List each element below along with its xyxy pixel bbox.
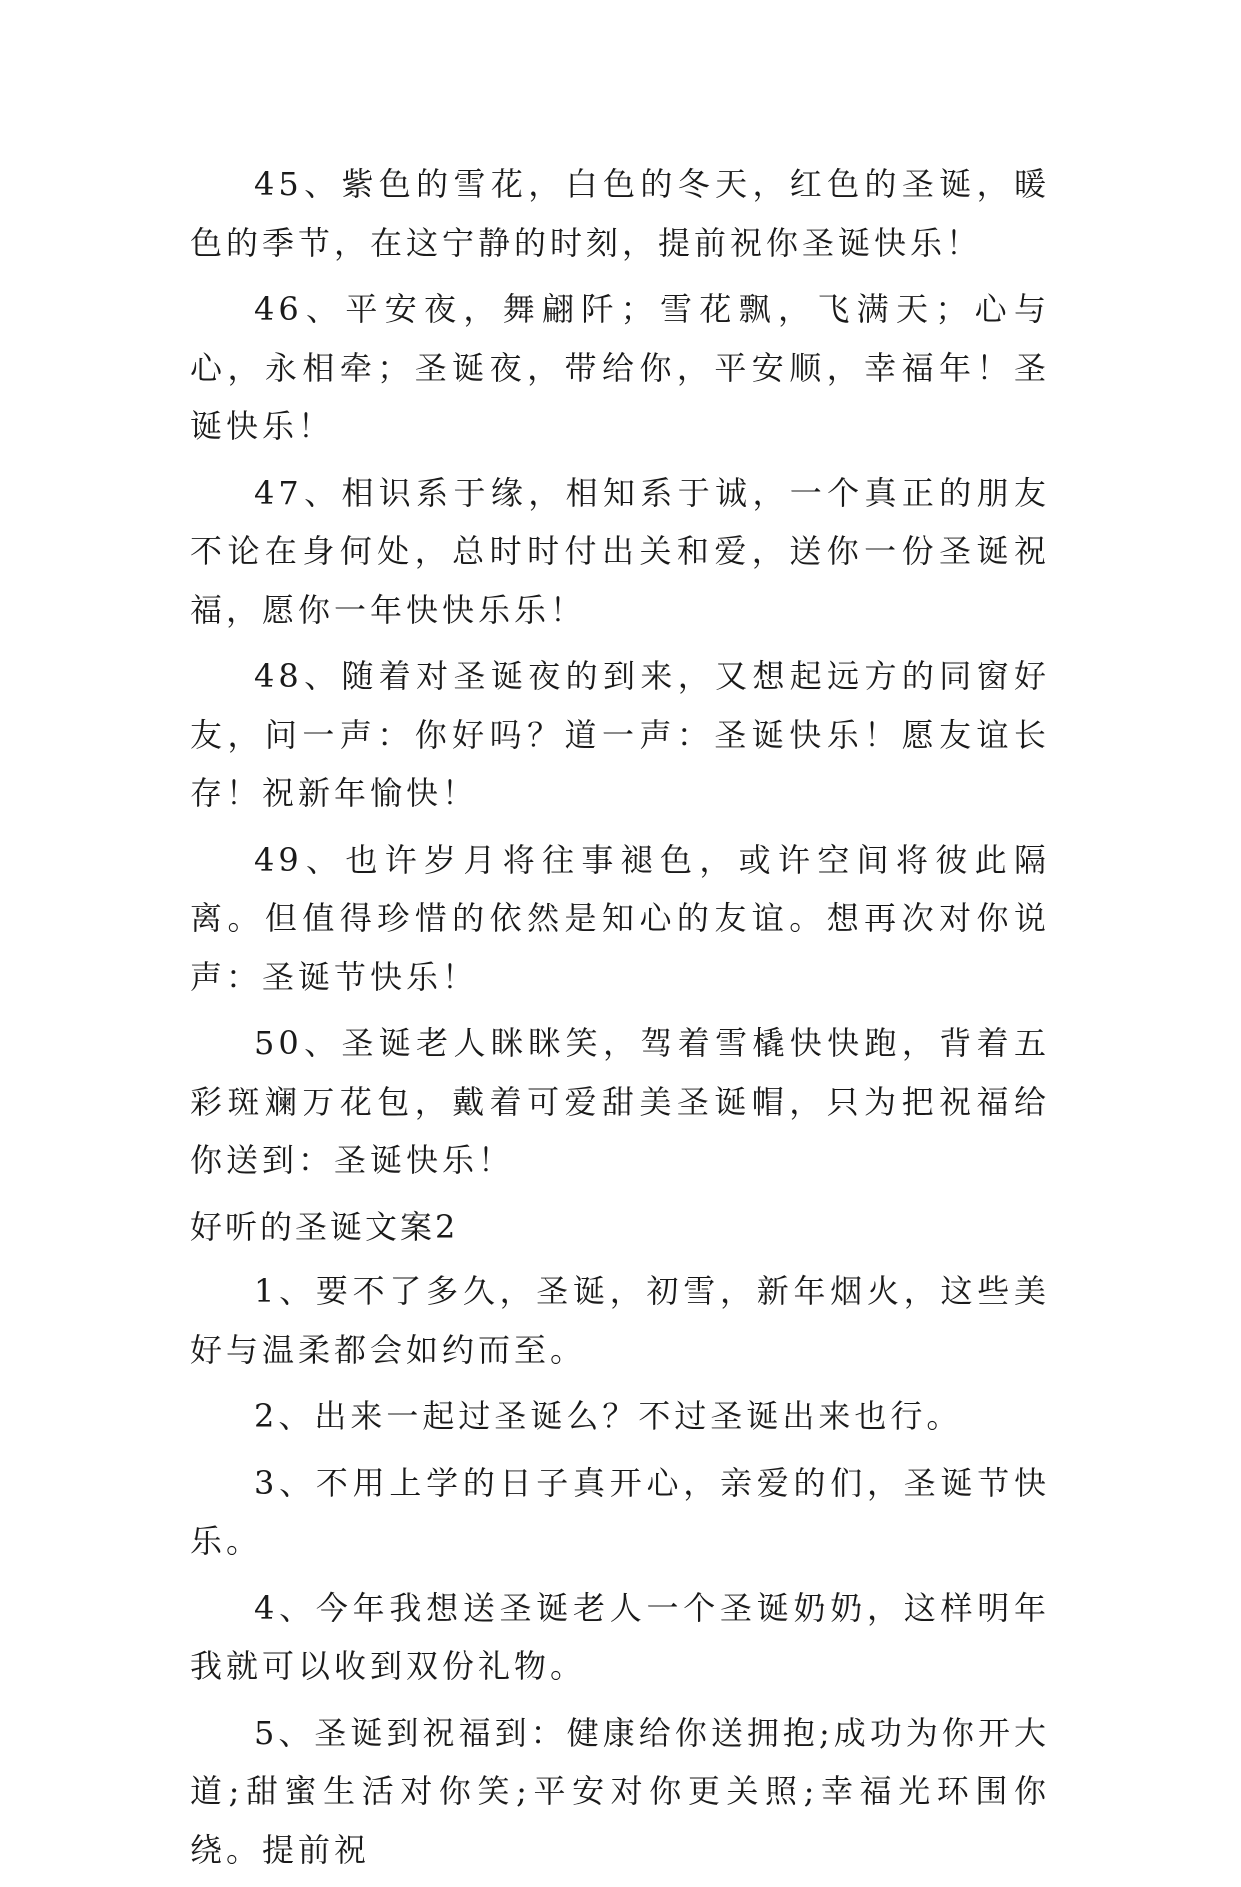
document-body [190, 155, 1050, 1887]
paragraph-2: 2、出来一起过圣诞么？不过圣诞出来也行。 [254, 1397, 963, 1435]
paragraph-5: 5、圣诞到祝福到：健康给你送拥抱;成功为你开大道;甜蜜生活对你笑;平安对你更关照;幸福光环围你绕。提前祝 [190, 1713, 1050, 1869]
paragraph-45: 45、紫色的雪花，白色的冬天，红色的圣诞，暖色的季节，在这宁静的时刻，提前祝你圣诞快乐！ [190, 165, 1050, 262]
paragraph-3: 3、不用上学的日子真开心，亲爱的们，圣诞节快乐。 [190, 1463, 1050, 1560]
paragraph-50: 50、圣诞老人眯眯笑，驾着雪橇快快跑，背着五彩斑斓万花包，戴着可爱甜美圣诞帽，只为把祝福给你送到：圣诞快乐！ [190, 1024, 1050, 1179]
paragraph-1: 1、要不了多久，圣诞，初雪，新年烟火，这些美好与温柔都会如约而至。 [190, 1272, 1050, 1369]
paragraph-46: 46、平安夜，舞翩阡；雪花飘，飞满天；心与心，永相牵；圣诞夜，带给你，平安顺，幸福年！圣诞快乐！ [190, 290, 1050, 445]
paragraph-48: 48、随着对圣诞夜的到来，又想起远方的同窗好友，问一声：你好吗？道一声：圣诞快乐！愿友谊长存！祝新年愉快！ [190, 657, 1050, 812]
paragraph-49: 49、也许岁月将往事褪色，或许空间将彼此隔离。但值得珍惜的依然是知心的友谊。想再次对你说声：圣诞节快乐！ [190, 840, 1050, 996]
section-heading: 好听的圣诞文案2 [190, 1207, 459, 1246]
paragraph-47: 47、相识系于缘，相知系于诚，一个真正的朋友不论在身何处，总时时付出关和爱，送你一份圣诞祝福，愿你一年快快乐乐！ [190, 473, 1050, 629]
paragraph-4: 4、今年我想送圣诞老人一个圣诞奶奶，这样明年我就可以收到双份礼物。 [190, 1588, 1050, 1685]
